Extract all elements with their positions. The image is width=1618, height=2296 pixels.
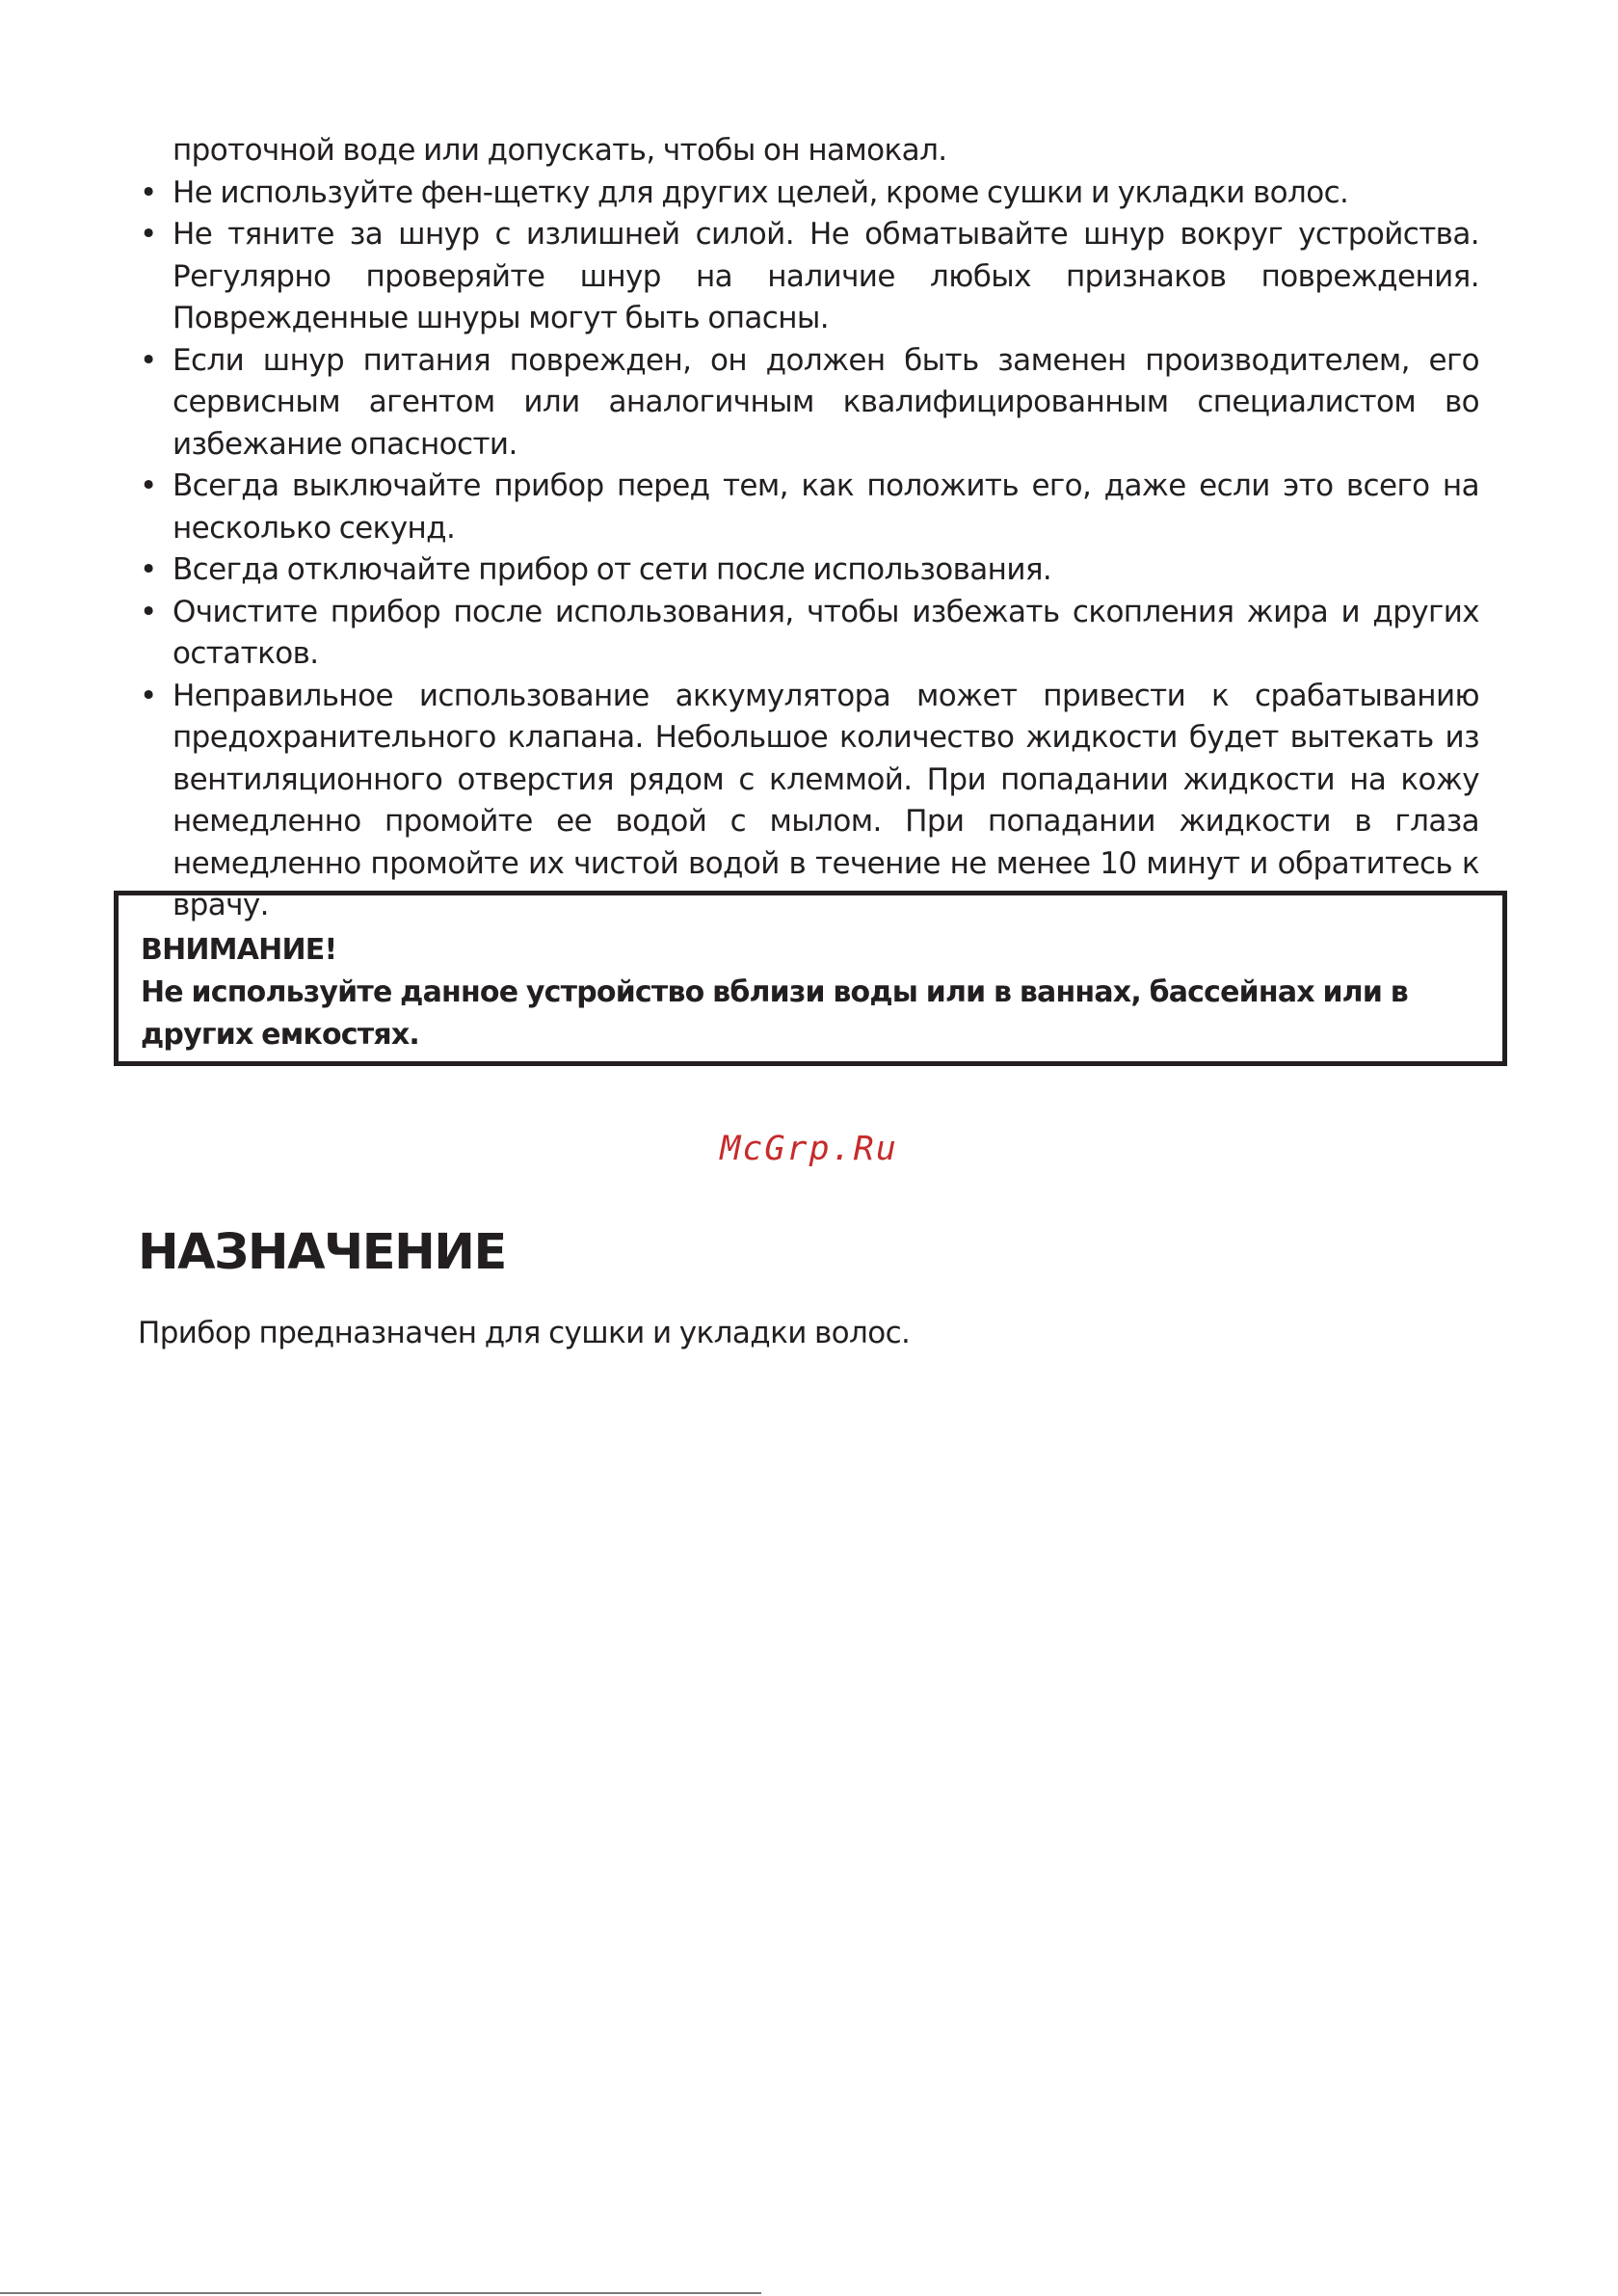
bullet-icon: • [140, 678, 157, 713]
list-item [140, 466, 1479, 549]
list-item [140, 340, 1479, 467]
warning-box [114, 891, 1507, 1066]
list-item [140, 214, 1479, 340]
list-item-text: Не тяните за шнур с излишней силой. Не обматывайте шнур вокруг устройства. Регулярно проверяйте шнур на наличие любых признаков повреждения. Поврежденные шнуры могут быть опасны. [172, 217, 1479, 335]
list-item [140, 592, 1479, 676]
bullet-icon: • [140, 594, 157, 629]
bullet-icon: • [140, 342, 157, 378]
list-item [140, 173, 1479, 215]
list-item-text: Очистите прибор после использования, чтобы избежать скопления жира и других остатков. [172, 594, 1479, 671]
section-heading: НАЗНАЧЕНИЕ [138, 1224, 506, 1281]
list-item-text: Всегда выключайте прибор перед тем, как положить его, даже если это всего на несколько секунд. [172, 468, 1479, 546]
bullet-icon: • [140, 468, 157, 503]
warning-title: ВНИМАНИЕ! [141, 933, 337, 967]
list-item-text: Если шнур питания поврежден, он должен быть заменен производителем, его сервисным агентом или аналогичным квалифицированным специалистом во избежание опасности. [172, 342, 1479, 462]
list-item [140, 676, 1479, 927]
bullet-icon: • [140, 174, 157, 210]
watermark-link[interactable]: McGrp.Ru [720, 1130, 898, 1168]
list-item-text: Всегда отключайте прибор от сети после использования. [172, 552, 1052, 587]
bullet-icon: • [140, 552, 157, 587]
list-item-text: Не используйте фен-щетку для других целей, кроме сушки и укладки волос. [172, 174, 1349, 210]
list-item-text: Неправильное использование аккумулятора может привести к срабатыванию предохранительного клапана. Небольшое количество жидкости будет вытекать из вентиляционного отверстия рядом с клеммой. При попадании жидкости на кожу немедленно промойте ее водой с мылом. При попадании жидкости в глаза немедленно промойте их чистой водой в течение не менее 10 минут и обратитесь к врачу. [172, 678, 1479, 922]
bullet-icon: • [140, 217, 157, 252]
section-paragraph: Прибор предназначен для сушки и укладки волос. [138, 1316, 911, 1350]
page-bottom-divider [0, 2292, 761, 2294]
safety-bullet-list [140, 173, 1479, 927]
continued-paragraph: проточной воде или допускать, чтобы он намокал. [172, 133, 947, 168]
list-item [140, 549, 1479, 592]
warning-text: Не используйте данное устройство вблизи воды или в ваннах, бассейнах или в других емкостях. [141, 975, 1408, 1052]
safety-instructions [140, 130, 1479, 927]
